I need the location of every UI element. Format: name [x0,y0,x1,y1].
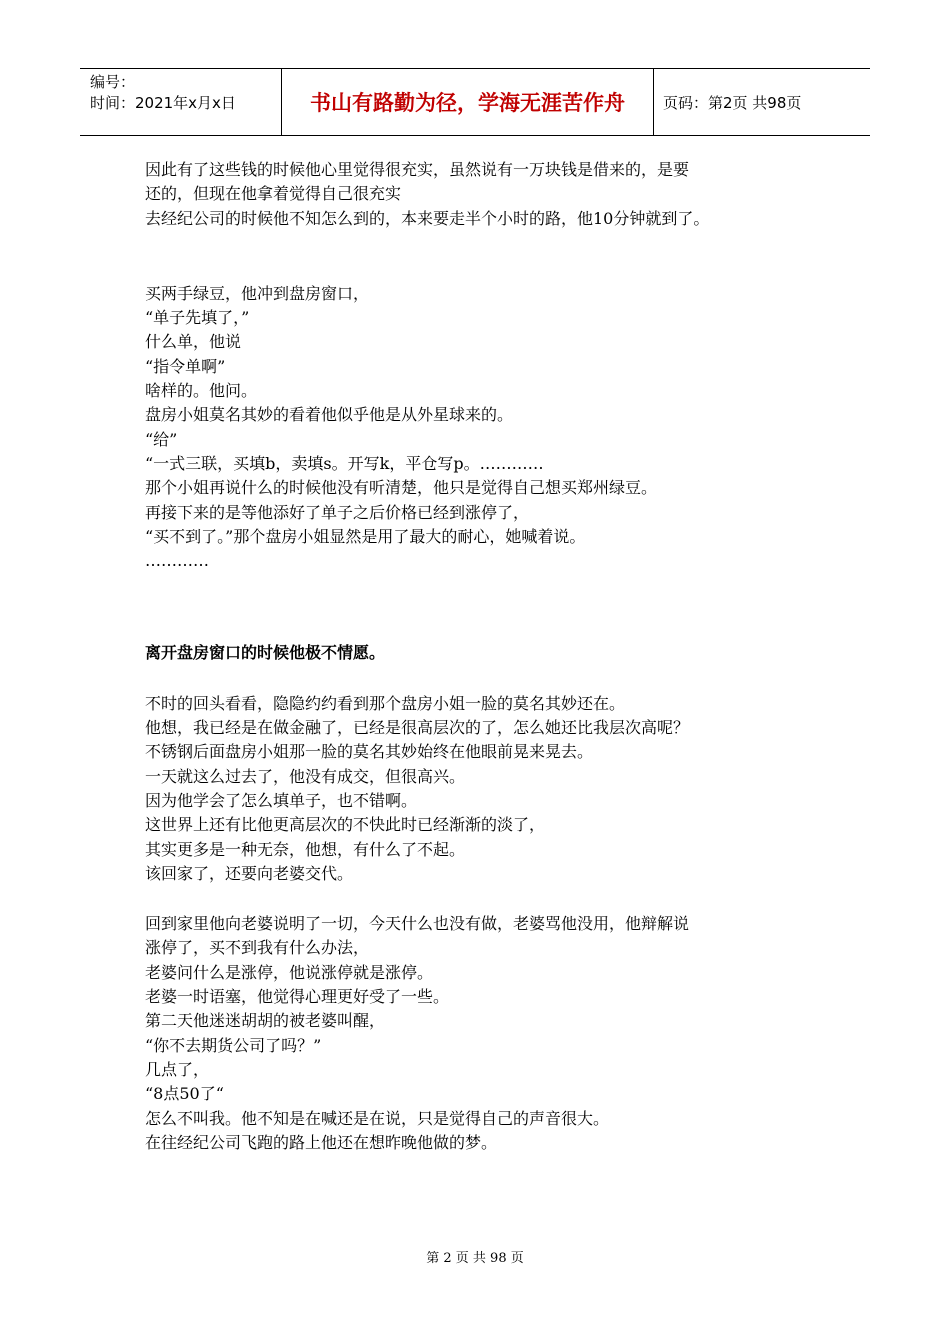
text-line: “买不到了。”那个盘房小姐显然是用了最大的耐心，她喊着说。 [145,526,586,546]
document-body [145,158,845,1155]
text-line: “你不去期货公司了吗？” [145,1035,322,1055]
text-line: “单子先填了，” [145,308,250,328]
header-motto: 书山有路勤为径，学海无涯苦作舟 [310,91,625,115]
footer-page-number: 第 2 页 共 98 页 [426,1251,524,1266]
paragraph [145,641,845,665]
page-footer [0,1247,950,1266]
text-line: 他想，我已经是在做金融了，已经是很高层次的了，怎么她还比我层次高呢？ [145,718,690,738]
text-line: 涨停了，买不到我有什么办法， [145,938,370,958]
text-line: 在往经纪公司飞跑的路上他还在想昨晚他做的梦。 [145,1132,498,1152]
text-line: 回到家里他向老婆说明了一切，今天什么也没有做，老婆骂他没用，他辩解说 [145,914,690,934]
text-line: 该回家了，还要向老婆交代。 [145,863,354,883]
header-table [80,68,870,136]
text-line: 再接下来的是等他添好了单子之后价格已经到涨停了， [145,502,530,522]
text-line: 其实更多是一种无奈，他想，有什么了不起。 [145,839,466,859]
text-line: 老婆问什么是涨停，他说涨停就是涨停。 [145,962,434,982]
text-line: 老婆一时语塞，他觉得心理更好受了一些。 [145,987,450,1007]
paragraph [145,158,845,231]
text-line: “给” [145,429,178,449]
document-date-label: 时间：2021年x月x日 [90,94,236,112]
text-line: 几点了， [145,1059,210,1079]
text-line: 那个小姐再说什么的时候他没有听清楚，他只是觉得自己想买郑州绿豆。 [145,478,658,498]
text-line: 怎么不叫我。他不知是在喊还是在说，只是觉得自己的声音很大。 [145,1108,610,1128]
text-line: 买两手绿豆，他冲到盘房窗口， [145,283,370,303]
text-line: 啥样的。他问。 [145,381,258,401]
text-line: “指令单啊” [145,356,226,376]
text-line: ………… [145,551,209,571]
text-line: 还的，但现在他拿着觉得自己很充实 [145,184,402,204]
text-line: 盘房小姐莫名其妙的看着他似乎他是从外星球来的。 [145,405,514,425]
text-line: 第二天他迷迷胡胡的被老婆叫醒， [145,1011,386,1031]
text-line: 因为他学会了怎么填单子，也不错啊。 [145,790,418,810]
header-motto-cell [282,69,654,135]
text-line: 一天就这么过去了，他没有成交，但很高兴。 [145,766,466,786]
text-line: “一式三联，买填b，卖填s。开写k，平仓写p。………… [145,453,544,473]
text-line: “8点50了“ [145,1084,224,1104]
header-page-cell [654,69,870,135]
text-line: 不锈钢后面盘房小姐那一脸的莫名其妙始终在他眼前晃来晃去。 [145,742,594,762]
document-number-label: 编号： [90,73,136,91]
text-line: 去经纪公司的时候他不知怎么到的，本来要走半个小时的路，他10分钟就到了。 [145,208,710,228]
text-line: 什么单，他说 [145,332,242,352]
text-line: 因此有了这些钱的时候他心里觉得很充实，虽然说有一万块钱是借来的，是要 [145,160,690,179]
header-meta-cell [80,69,282,135]
text-line: 不时的回头看看，隐隐约约看到那个盘房小姐一脸的莫名其妙还在。 [145,693,626,713]
paragraph [145,912,845,1155]
paragraph [145,692,845,886]
section-heading: 离开盘房窗口的时候他极不情愿。 [145,643,386,663]
header-page-info: 页码：第2页 共98页 [663,93,802,112]
paragraph [145,282,845,574]
text-line: 这世界上还有比他更高层次的不快此时已经渐渐的淡了， [145,815,546,835]
